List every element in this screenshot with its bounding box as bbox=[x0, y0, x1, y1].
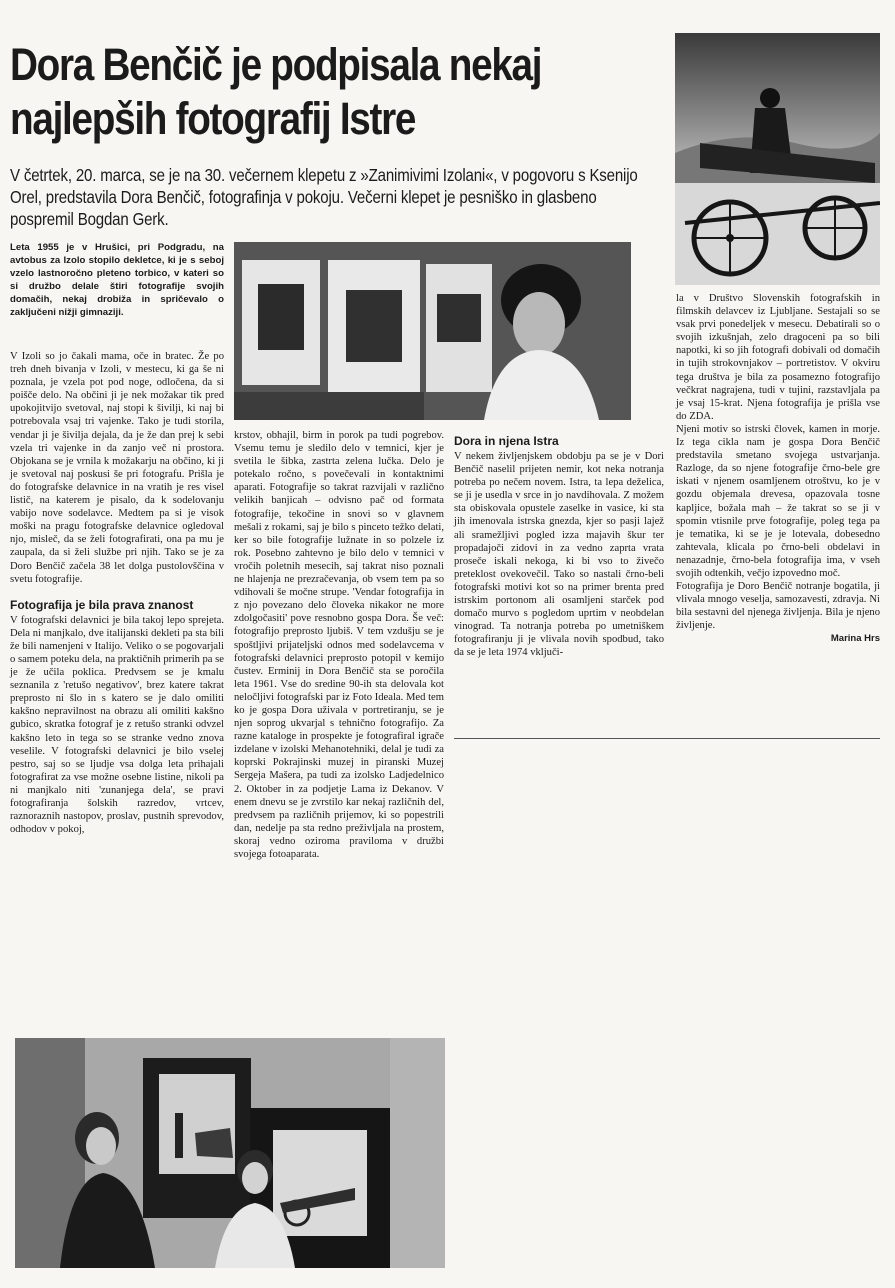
col3-paragraph: V nekem življenjskem obdobju pa se je v Dori Benčič naselil prijeten nemir, kot neka notranja potreba po nečem novem. Istra, ta lepa deželica, se ji je usedla v srce in jo navdihovala. Z možem sta obiskovala opustele zaselke in vasice, ki sta jih imenovala istrska gnezda, kjer so pasji lajež ali sramežljivi pogled izza majavih škur ter propadajoči zidovi in za vedno zaprta vrata proseče iskali nekoga, ki bi vso to živečo preteklost ovekovečil. Tako so nastali črno-beli fotografski motivi kot so na primer brenta pred istrskim portonom ali osamljeni starček pod domačo murvo s pogledom uprtim v neobdelan vinograd. Ta notranja potreba po umetniškem fotografiranju ji je vlivala novih spodbud, tako da se je leta 1974 vključi- bbox=[454, 451, 664, 659]
headline-line-1: Dora Benčič je podpisala nekaj bbox=[10, 39, 542, 90]
column-end-rule bbox=[454, 738, 880, 739]
column-4 bbox=[676, 292, 880, 646]
women-frames-image bbox=[15, 1038, 445, 1268]
col1-paragraph: V Izoli so jo čakali mama, oče in bratec. Že po treh dneh bivanja v Izoli, v mestecu, ki ga še ni poznala, je vzela pot pod noge, odločena, da si poišče delo. Na občini ji je nek možakar tik pred upokojitvijo svetoval, naj stopi k šiviljì, ki naj bi potrebovala vsaj tri vajenke. Tako je tudi storila, vendar ji je šivilja dejala, da je že dan prej k sebi vzela tri vajenke in da zanjo več ni prostora. Objokana se je vrnila k možakarju na občino, ki ji je svetoval naj poskusi še pri fotografu. Prišla je do fotografske delavnice in na vratih je res visel listič, na katerem je pisalo, da k sodelovanju vabijo nove sodelavce. Medtem pa si je visok moški na pragu fotografske delavnice ogledoval njo, misleč, da se želi fotografirati, ona pa mu je zaupala, da si želi službe pri njih. Tako se je za Doro Benčič začela 38 let dolga pustolovščina v svetu fotografije. bbox=[10, 351, 224, 585]
column-3 bbox=[454, 429, 664, 660]
col2-paragraph: krstov, obhajil, birm in porok pa tudi pogrebov. Vsemu temu je sledilo delo v temnici, kjer je svetila le šibka, zastrta zelena lučka. Delo je potekalo ročno, s povečevali in kontaktnimi aparati. Fotografije so takrat razvijali v različno velikih banjicah – odvisno pač od formata fotografije, tekočine in snovi so v glavnem mešali z rokami, saj je bilo s pinceto težko delati, ker so bile fotografije lužnate in so polzele iz rok. Posebno zahtevno je bilo delo v temnici v vročih poletnih mesecih, saj takrat niso poznali ne hlajenja ne prezračevanja, ob vsem tem pa so vdihovali še močne strupe. 'Vendar fotografija in z njo povezano delo človeka nikakor ne more zdolgočasiti' pove resnobno gospa Dora. Še več: fotografijo preprosto ljubiš. V tem vzdušju se je spoštljivi prijateljski odnos med sodelavcema v fotografski delavnici preprosto potopil v kemijo čustev. Erminij in Dora Benčič sta se poročila leta 1961. Vse do sredine 90-ih sta delovala kot neločljivi fotografski par iz Foto Ideala. Med tem ko je gospa Dora uživala v portretiranju, se je njen soprog ukvarjal s tehnično fotografijo. Za razne kataloge in prospekte je fotografiral igrače izdelane v izolski Mehanotehniki, delal je tudi za koprski Pokrajinski muzej in piranski Muzej Sergeja Mašera, pa tudi za izolsko Ladjedelnico 2. Oktober in za podjetje Lama iz Dekanov. V enem dnevu se je zvrstilo kar nekaj različnih del, predvsem pa različnih prijemov, ki so popestrili dan, nedelje pa sta redno preživljala na prostem, skoraj vedno oziroma praviloma v družbi svojega fotoaparata. bbox=[234, 430, 444, 860]
subhead-fotografija: Fotografija je bila prava znanost bbox=[10, 597, 194, 612]
photo-horse-cart bbox=[675, 33, 880, 285]
subhead-istra: Dora in njena Istra bbox=[454, 434, 559, 448]
photo-women-with-frames bbox=[15, 1038, 445, 1268]
horse-cart-image bbox=[675, 33, 880, 285]
intro-paragraph: Leta 1955 je v Hrušici, pri Podgradu, na avtobus za Izolo stopilo dekletce, ki je s seboj vzelo lastnoročno pleteno torbico, v kateri so si družbo delale štiri fotografije svojih domačih, nekaj drobiža in spričevalo o zaključeni nižji gimnaziji. bbox=[10, 242, 224, 319]
exhibition-image bbox=[234, 242, 631, 420]
column-2 bbox=[234, 429, 444, 861]
col4-paragraph-3: Fotografija je Doro Benčič notranje bogatila, ji vlivala mnogo veselja, samozavesti, zdravja. Ni bila sestavni del njenega življenja. Bila je njeno življenje. bbox=[676, 581, 880, 632]
column-1 bbox=[10, 350, 224, 836]
col4-paragraph-2: Njeni motiv so istrski človek, kamen in morje. Iz tega cikla nam je gospa Dora Benčič predstavila smetano svojega ustvarjanja. Razloge, da so njene fotografije črno-bele gre iskati v njenem osamljenem otroštvu, ko je v gozdu objemala drevesa, opazovala tosne kapljice, božala mah – že takrat so se ji v spomin vtisnile prve fotografije, poleg tega pa je tematika, ki se je je lotevala, dobesedno zahtevala, klicala po črno-beli obdelavi in nenazadnje, črno-bela fotografija ima, v vseh svojih odtenkih, večjo izpovedno moč. bbox=[676, 423, 880, 579]
headline-line-2: najlepših fotografij Istre bbox=[10, 93, 416, 144]
byline: Marina Hrs bbox=[830, 633, 880, 645]
lede: V četrtek, 20. marca, se je na 30. večernem klepetu z »Zanimivimi Izolani«, v pogovoru s Ksenijo Orel, predstavila Dora Benčič, fotografinja v pokoju. Večerni klepet je pesniško in glasbeno pospremil Bogdan Gerk. bbox=[10, 165, 638, 229]
col1-paragraph-2: V fotografski delavnici je bila takoj lepo sprejeta. Dela ni manjkalo, dve italijanski dekleti pa sta bili že bili namenjeni v Italijo. Veliko o se pogovarjali o samem poteku dela, na praktičnih primerih pa se je že učila poklica. Predvsem se je kmalu seznanila z 'retušo negativov', brez katere takrat preprosto ni šlo in s katero se je dalo omiliti kakšno nepravilnost na obrazu ali omiliti kakšno gubico, skratka fotograf je z retušo stranki odvzel kakšno leto in tega so se stranke vedno znova veselile. V fotografski delavnici je bilo vselej pestro, saj so se ljudje vsa dolga leta prihajali fotografirat za vse možne osebne listine, nikoli pa ni manjkalo niti 'zunanjega dela', se pravi fotografiranja šolskih razredov, vrtcev, raznoraznih nastopov, proslav, pustnih sprevodov, odhodov v pokoj, bbox=[10, 614, 224, 836]
photo-dora-exhibition bbox=[234, 242, 631, 420]
headline bbox=[10, 38, 569, 146]
col4-paragraph-1: la v Društvo Slovenskih fotografskih in filmskih delavcev iz Ljubljane. Sestajali so se vsak prvi ponedeljek v mesecu. Debatirali so o svojih izkušnjah, zelo dragoceni pa so bili napotki, ki so jih fotografi dobivali od domačih in tujih strokovnjakov – portretistov. V okviru tega društva je bila za posamezno fotografijo večkrat nagrajena, tudi v tujini, razstavljala pa je vsaj 15-krat. Njena fotografija je prišla vse do ZDA. bbox=[676, 293, 880, 422]
